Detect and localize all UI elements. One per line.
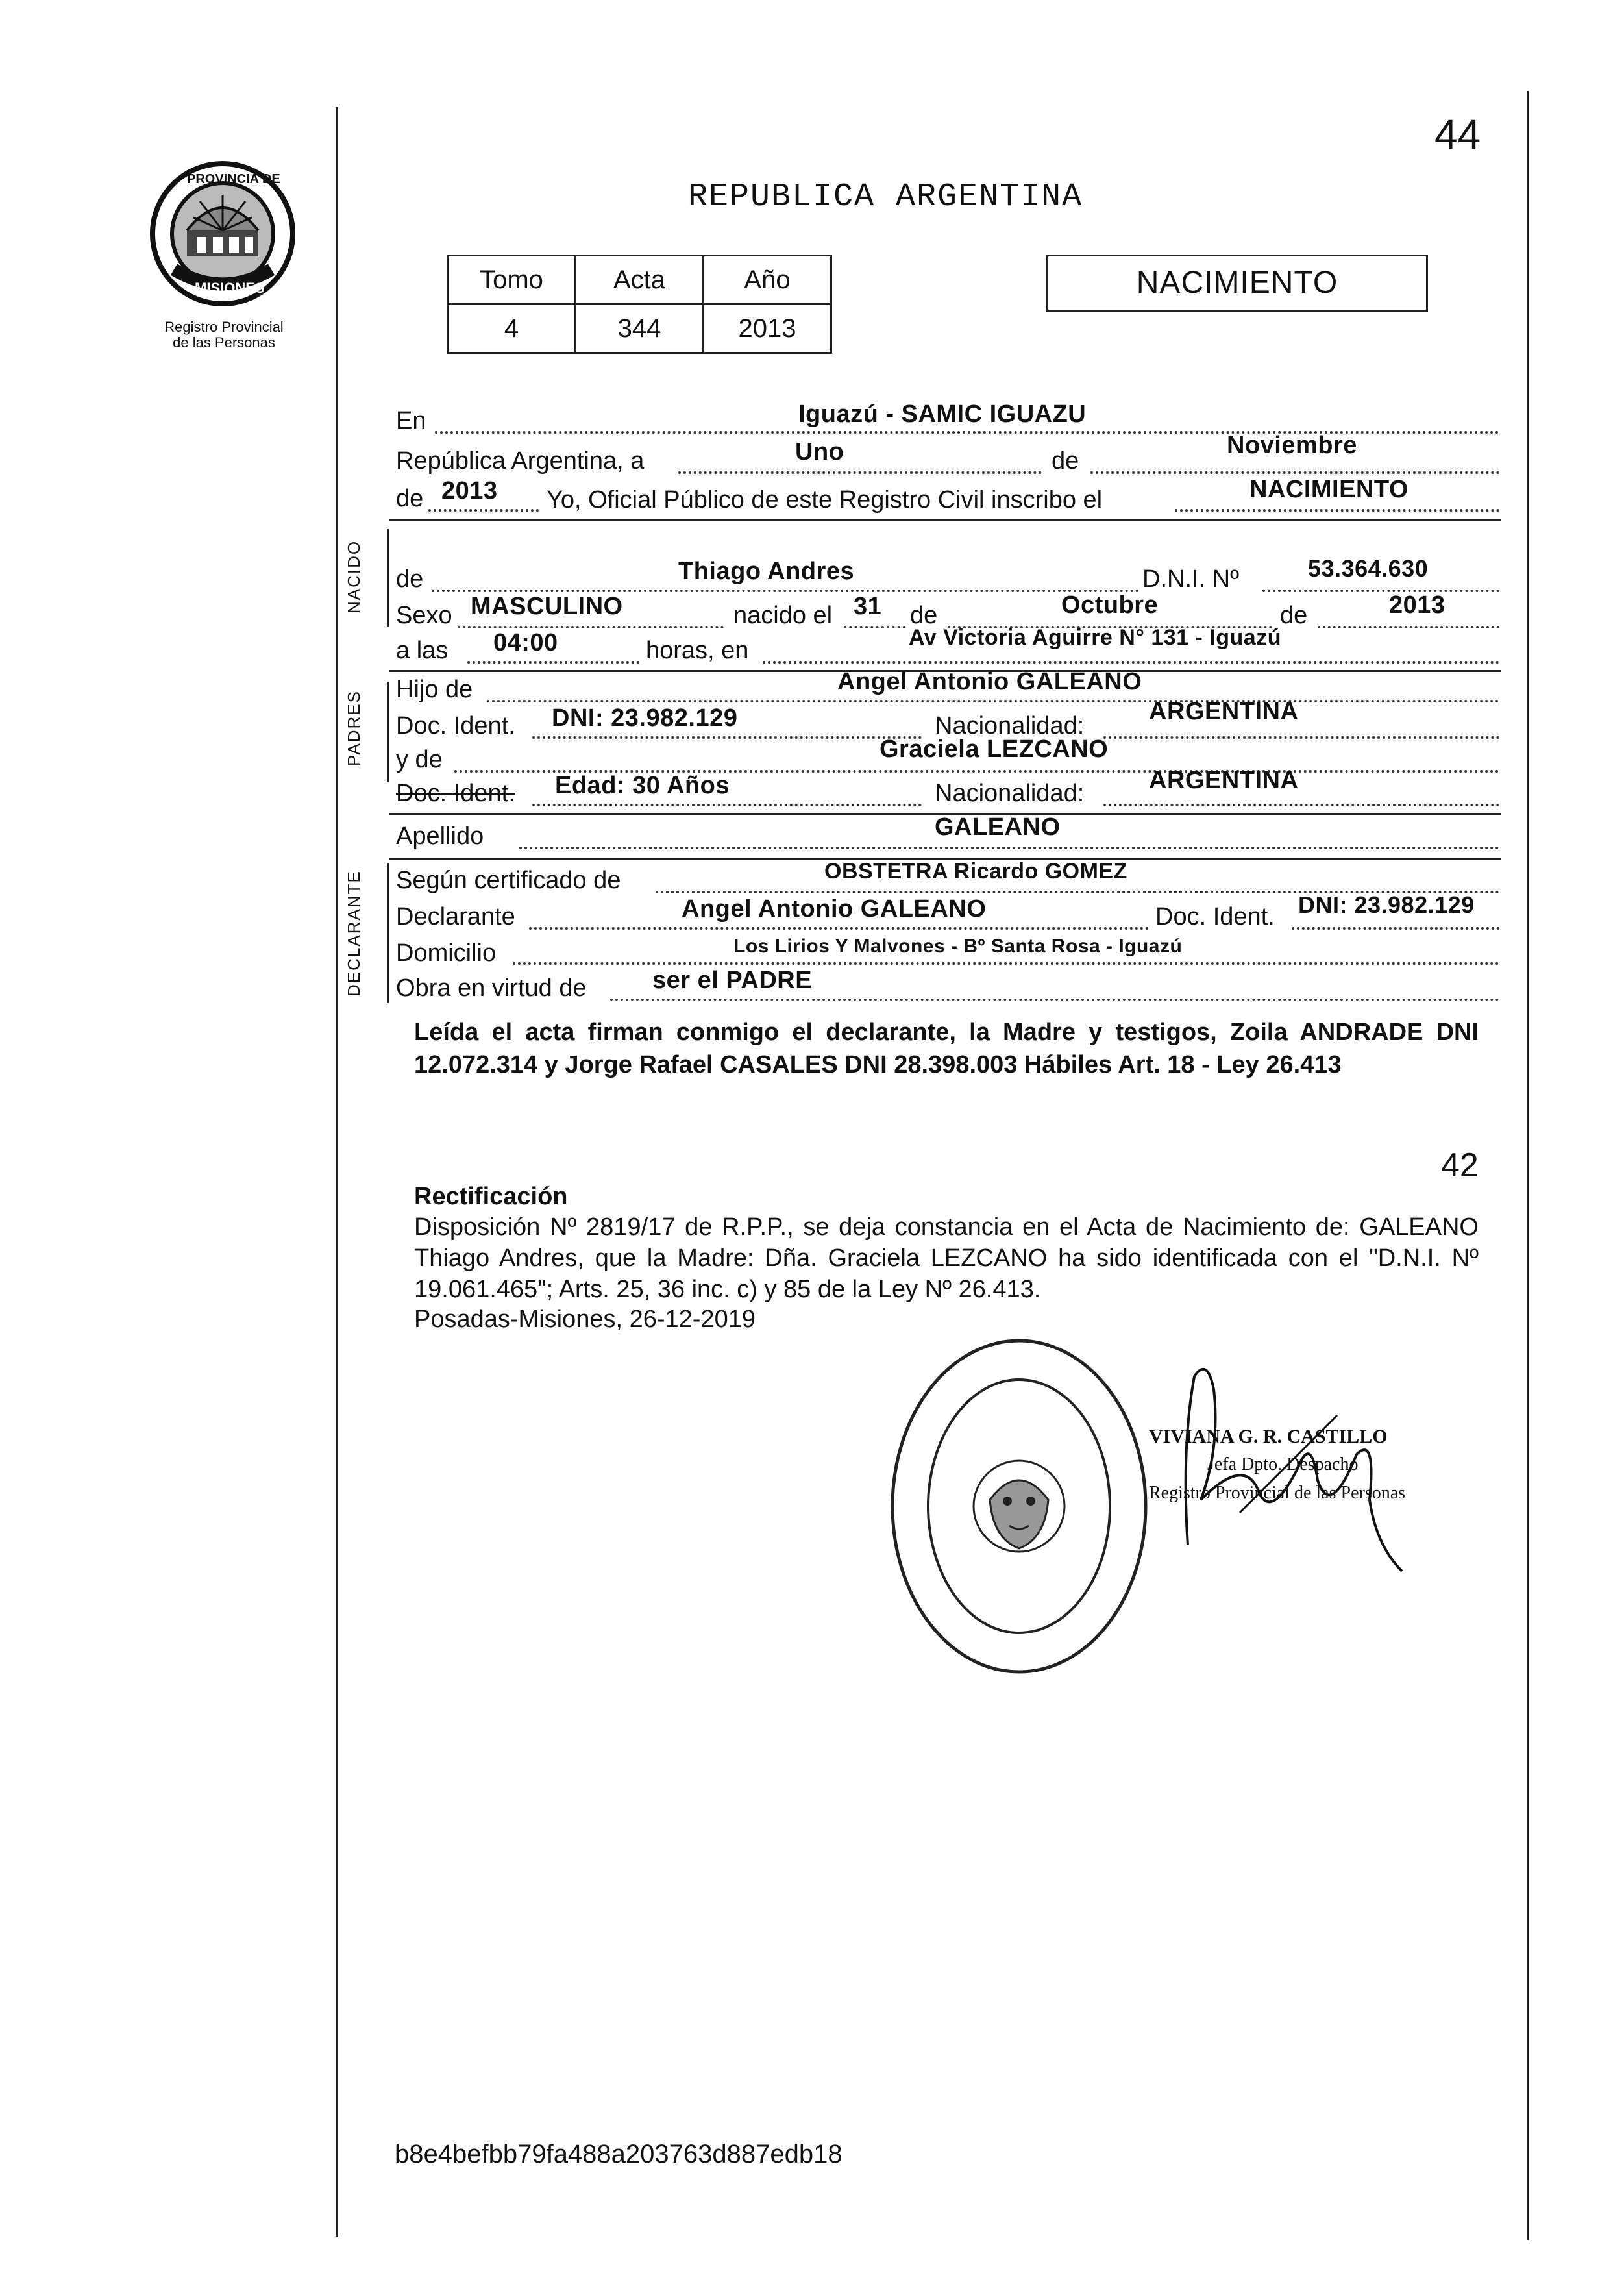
nacido-bracket bbox=[387, 529, 389, 627]
dotline-father-doc bbox=[532, 736, 922, 739]
signatory-name: VIVIANA G. R. CASTILLO bbox=[1149, 1426, 1388, 1447]
child-dni: 53.364.630 bbox=[1308, 555, 1429, 582]
horas-label: horas, en bbox=[646, 637, 749, 664]
signatory-org: Registro Provincial de las Personas bbox=[1149, 1483, 1406, 1503]
signatory-role: Jefa Dpto. Despacho bbox=[1207, 1454, 1359, 1474]
dotline-day bbox=[678, 471, 1042, 474]
record-value-anio: 2013 bbox=[704, 304, 831, 353]
dotline-mother-doc bbox=[532, 804, 922, 806]
dotline-domicilio bbox=[513, 962, 1499, 965]
declarante-bracket bbox=[387, 863, 389, 1003]
official-oval-stamp-icon bbox=[883, 1331, 1155, 1682]
seal-ring-top: PROVINCIA DE bbox=[187, 172, 280, 186]
mother-name: Graciela LEZCANO bbox=[880, 736, 1109, 763]
rectificacion-body: Disposición Nº 2819/17 de R.P.P., se deja constancia en el Acta de Nacimiento de: GALEANO Thiago Andres, que la Madre: Dña. Graciela LEZCANO ha sido identificada con el "D.N.I. Nº 19.061.465"; Arts. 25, 36 inc. c) y 85 de la Ley Nº 26.413. bbox=[414, 1213, 1479, 1303]
rectificacion-place-date: Posadas-Misiones, 26-12-2019 bbox=[414, 1306, 756, 1333]
dotline-father-nac bbox=[1103, 736, 1499, 739]
dotline-declarante bbox=[529, 927, 1149, 930]
dotline-time bbox=[467, 661, 639, 664]
rectificacion-number: 42 bbox=[1441, 1147, 1479, 1184]
birth-year: 2013 bbox=[1389, 591, 1446, 619]
registry-place: Iguazú - SAMIC IGUAZU bbox=[798, 401, 1087, 428]
dotline-year bbox=[428, 509, 539, 512]
seal-ring-bottom: MISIONES bbox=[195, 280, 265, 296]
nacionalidad-label: Nacionalidad: bbox=[935, 712, 1085, 739]
father-nacionalidad: ARGENTINA bbox=[1149, 698, 1299, 725]
sexo-label: Sexo bbox=[396, 602, 452, 629]
registry-month: Noviembre bbox=[1227, 432, 1357, 459]
dotline-name bbox=[432, 590, 1139, 592]
logo-caption-line1: Registro Provincial bbox=[164, 319, 284, 335]
dotline-declarante-doc bbox=[1292, 927, 1499, 930]
record-header-acta: Acta bbox=[576, 256, 704, 304]
nacido-de-label: de bbox=[396, 565, 424, 593]
section-nacido-label: NACIDO bbox=[344, 540, 363, 614]
dotline-month bbox=[1090, 471, 1499, 474]
padres-bracket bbox=[387, 682, 389, 782]
right-margin-line bbox=[1527, 91, 1529, 2240]
declarante-label: Declarante bbox=[396, 903, 515, 930]
intro-divider bbox=[389, 519, 1501, 521]
de-label-4: de bbox=[1280, 602, 1308, 629]
left-margin-line bbox=[336, 107, 338, 2237]
registry-day: Uno bbox=[795, 438, 844, 466]
nacionalidad-label-2: Nacionalidad: bbox=[935, 780, 1085, 807]
de-label-1: de bbox=[1052, 447, 1079, 475]
doc-ident-struck-label: Doc. Ident. bbox=[396, 780, 515, 807]
record-type-box: NACIMIENTO bbox=[1046, 255, 1428, 312]
apellido-value: GALEANO bbox=[935, 814, 1061, 841]
record-header-tomo: Tomo bbox=[448, 256, 576, 304]
birth-month: Octubre bbox=[1061, 591, 1159, 619]
father-doc: DNI: 23.982.129 bbox=[552, 704, 738, 732]
domicilio-label: Domicilio bbox=[396, 939, 497, 967]
registry-year: 2013 bbox=[441, 477, 498, 504]
inscribe-type: NACIMIENTO bbox=[1249, 476, 1409, 503]
child-sexo: MASCULINO bbox=[471, 593, 623, 620]
y-de-label: y de bbox=[396, 746, 443, 773]
republica-label: República Argentina, a bbox=[396, 447, 645, 475]
nacido-el-label: nacido el bbox=[733, 602, 833, 629]
declarante-doc: DNI: 23.982.129 bbox=[1298, 891, 1475, 918]
dotline-type bbox=[1175, 509, 1499, 512]
record-table bbox=[447, 255, 832, 354]
domicilio-value: Los Lirios Y Malvones - Bº Santa Rosa - Iguazú bbox=[733, 936, 1183, 957]
country-title: REPUBLICA ARGENTINA bbox=[688, 179, 1083, 216]
mother-edad: Edad: 30 Años bbox=[555, 772, 730, 799]
de-label-3: de bbox=[910, 602, 938, 629]
declarante-doc-label: Doc. Ident. bbox=[1155, 903, 1275, 930]
obra-label: Obra en virtud de bbox=[396, 975, 587, 1002]
dotline-birth-year bbox=[1318, 626, 1499, 628]
logo-caption-line2: de las Personas bbox=[173, 334, 275, 351]
birth-time: 04:00 bbox=[493, 629, 558, 656]
record-value-acta: 344 bbox=[576, 304, 704, 353]
closing-text: Leída el acta firman conmigo el declarante, la Madre y testigos, Zoila ANDRADE DNI 12.072.314 y Jorge Rafael CASALES DNI 28.398.003 Hábiles Art. 18 - Ley 26.413 bbox=[414, 1019, 1479, 1078]
de-label-2: de bbox=[396, 485, 424, 512]
yo-label: Yo, Oficial Público de este Registro Civil inscribo el bbox=[547, 486, 1103, 514]
birth-place: Av Victoria Aguirre N° 131 - Iguazú bbox=[909, 625, 1281, 650]
section-padres-label: PADRES bbox=[344, 690, 363, 766]
obra-value: ser el PADRE bbox=[652, 967, 813, 994]
dotline-mother-nac bbox=[1103, 804, 1499, 806]
birth-day: 31 bbox=[854, 593, 882, 620]
rectificacion-title: Rectificación bbox=[414, 1183, 568, 1210]
dotline-father bbox=[487, 700, 1499, 702]
declarante-name: Angel Antonio GALEANO bbox=[682, 895, 987, 923]
page-number: 44 bbox=[1434, 111, 1481, 158]
dotline-birth-place bbox=[763, 661, 1499, 664]
apellido-label: Apellido bbox=[396, 823, 484, 850]
en-label: En bbox=[396, 407, 426, 434]
a-las-label: a las bbox=[396, 637, 449, 664]
dotline-dni bbox=[1262, 590, 1499, 592]
segun-cert-label: Según certificado de bbox=[396, 867, 621, 894]
dotline-obra bbox=[610, 999, 1499, 1001]
child-name: Thiago Andres bbox=[678, 558, 855, 585]
document-hash: b8e4befbb79fa488a203763d887edb18 bbox=[395, 2140, 843, 2168]
record-value-tomo: 4 bbox=[448, 304, 576, 353]
dotline-apellido bbox=[519, 847, 1499, 849]
logo-caption bbox=[130, 319, 318, 351]
dotline-sexo bbox=[458, 626, 724, 628]
dni-label: D.N.I. Nº bbox=[1142, 565, 1239, 593]
father-name: Angel Antonio GALEANO bbox=[837, 668, 1142, 695]
provincia-de-misiones-seal-icon bbox=[148, 159, 297, 308]
certificado-de: OBSTETRA Ricardo GOMEZ bbox=[824, 859, 1127, 884]
dotline-day-born bbox=[844, 626, 905, 628]
mother-nacionalidad: ARGENTINA bbox=[1149, 767, 1299, 794]
record-header-anio: Año bbox=[704, 256, 831, 304]
doc-ident-label: Doc. Ident. bbox=[396, 712, 515, 739]
section-declarante-label: DECLARANTE bbox=[344, 870, 363, 997]
hijo-de-label: Hijo de bbox=[396, 676, 473, 703]
